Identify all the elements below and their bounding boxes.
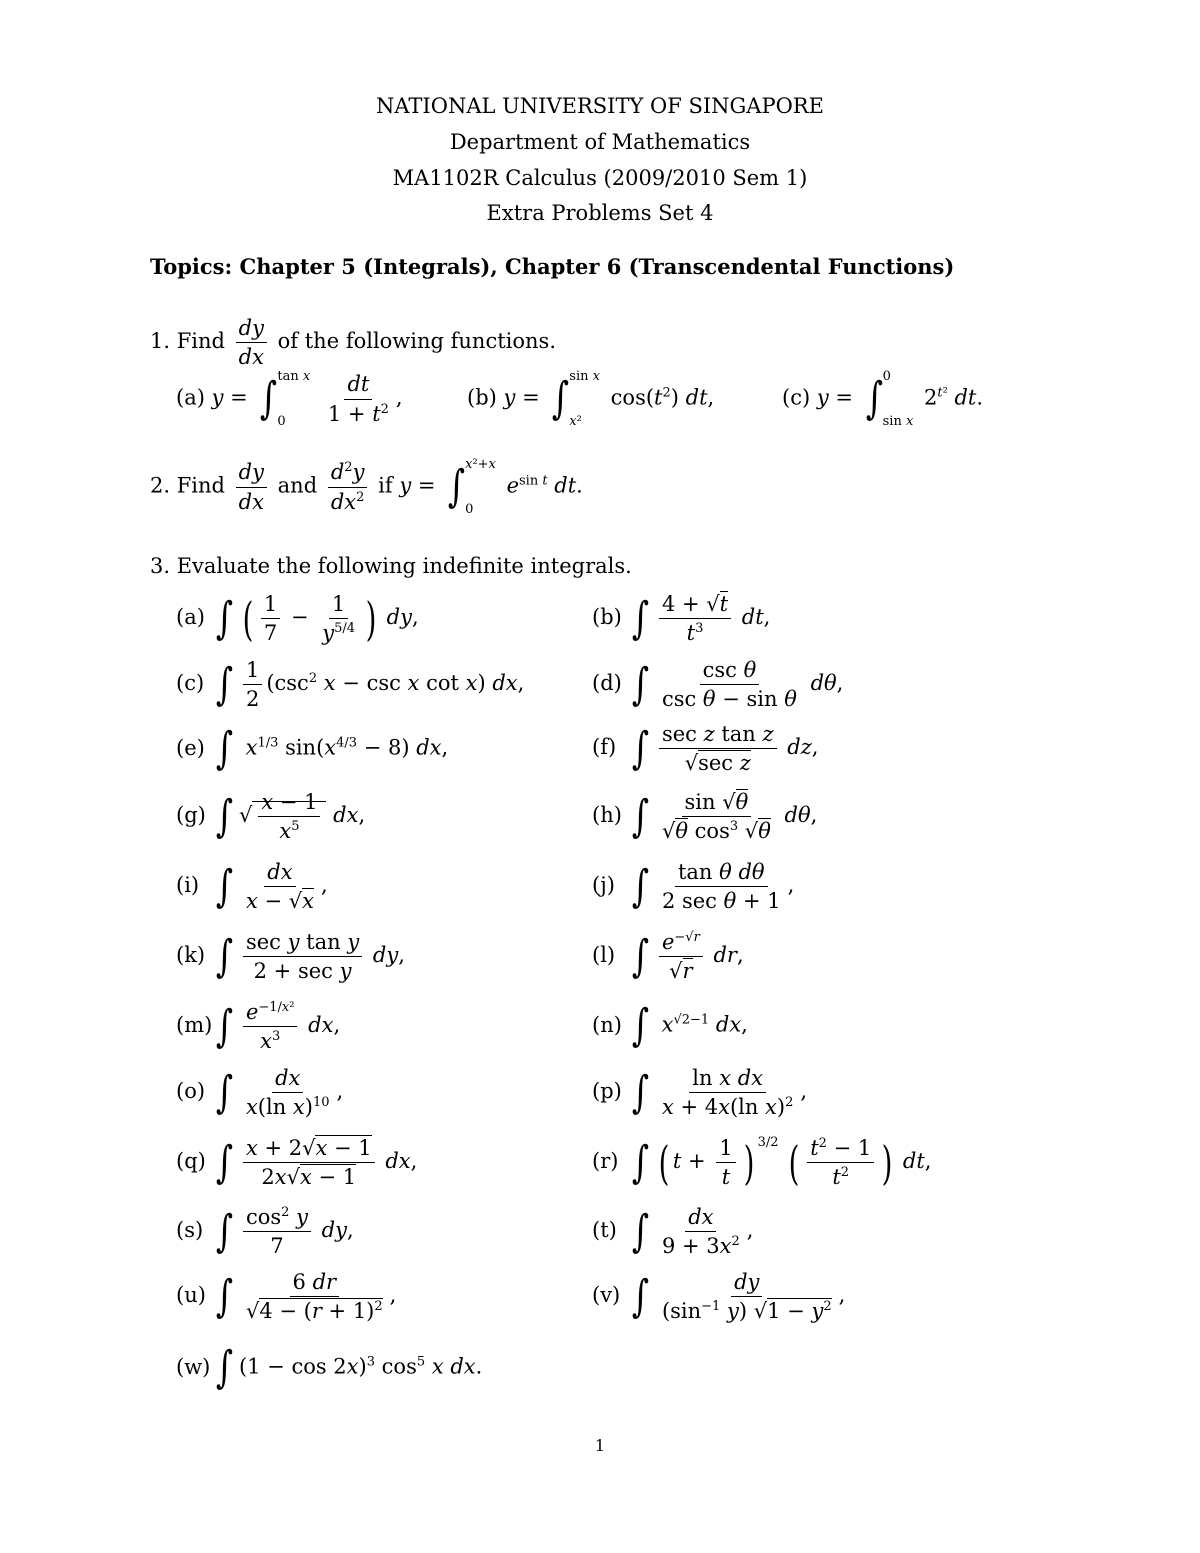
university-name: NATIONAL UNIVERSITY OF SINGAPORE <box>376 94 824 118</box>
question-3o: (o) ∫ $\frac{dx}{x(\ln x)^{10}}$ , <box>176 1066 344 1120</box>
question-3h: (h) ∫ $\frac{\sin √\theta}{√\theta \cos^3 √\theta}$ dθ, <box>592 790 818 844</box>
q1-number: 1. Find <box>150 329 225 354</box>
question-3i: (i) ∫ $\frac{dx}{x - √x}$ , <box>176 860 328 914</box>
question-3f: (f) ∫ $\frac{\text{sec z tan z}}{\text{√sec z}}$ dz, <box>592 722 819 776</box>
q2-number: 2. Find <box>150 473 225 498</box>
question-3a: (a) ∫ ( $\frac{1}{7}$ − $\frac{1}{y^{5/4}}$ ) dy, <box>176 591 419 646</box>
q3-label-q: (q) <box>176 1149 206 1174</box>
course-title: MA1102R Calculus (2009/2010 Sem 1) <box>392 166 808 190</box>
problem-set-title: Extra Problems Set 4 <box>486 201 714 225</box>
question-3c: (c) ∫ $\frac{1}{2}$ ($\csc^2$ x − csc x cot x) dx, <box>176 658 525 712</box>
q3-label-v: (v) <box>592 1283 621 1308</box>
q3-label-i: (i) <box>176 873 200 898</box>
question-3r: (r) ∫ ( t + $\frac{1}{t}$ ) $^{3/2}$ ( $\frac{t^2 - 1}{t^2}$ ) dt, <box>592 1135 932 1190</box>
question-1c: (c) y = ∫ 0 sin x $2^{t^2}$ dt. <box>782 369 984 429</box>
q3-label-j: (j) <box>592 873 615 898</box>
question-3s: (s) ∫ $\frac{\cos^2 y}{7}$ dy, <box>176 1205 354 1259</box>
q3-label-e: (e) <box>176 735 205 760</box>
question-3k: (k) ∫ $\frac{\text{sec y tan y}}{\text{2 + sec y}}$ dy, <box>176 930 405 984</box>
dy-dx-fraction: $\frac{dy}{dx}$ <box>236 316 267 369</box>
question-3l: (l) ∫ $\frac{e^{-√r}}{√r}$ dr, <box>592 930 744 984</box>
q3-label-a: (a) <box>176 605 205 630</box>
page-number: 1 <box>594 1436 606 1455</box>
q3-label-r: (r) <box>592 1149 619 1174</box>
question-3u: (u) ∫ $\frac{6 dr}{√4 - (r + 1)^2}$ , <box>176 1270 397 1324</box>
q2-if: if <box>378 473 393 498</box>
q3-label-s: (s) <box>176 1218 204 1243</box>
q3-label-o: (o) <box>176 1079 206 1104</box>
q3-label-f: (f) <box>592 735 617 760</box>
q3-label-n: (n) <box>592 1012 622 1037</box>
q3-label-t: (t) <box>592 1218 617 1243</box>
question-3-stem: 3. Evaluate the following indefinite integrals. <box>150 554 632 578</box>
q3-label-g: (g) <box>176 803 206 828</box>
q1-label-b: (b) <box>467 385 497 410</box>
question-3v: (v) ∫ $\frac{dy}{(\sin^{-1} y) √1 - y^2}$ , <box>592 1270 846 1324</box>
question-3e: (e) ∫ $x^{1/3}$ $\sin(x^{4/3} - 8)$ dx, <box>176 723 449 774</box>
topics-line: Topics: Chapter 5 (Integrals), Chapter 6 (Transcendental Functions) <box>150 254 955 279</box>
question-3w: (w) ∫ $(1 - \cos 2x)^3$ $\cos^5 x$ dx. <box>176 1342 483 1393</box>
question-3t: (t) ∫ $\frac{dx}{9 + 3x^2}$ , <box>592 1205 754 1259</box>
question-3b: (b) ∫ $\frac{4 + √t}{t^3}$ dt, <box>592 592 771 646</box>
q1-rest: of the following functions. <box>277 329 556 354</box>
q3-label-l: (l) <box>592 943 616 968</box>
q1-label-a: (a) <box>176 385 205 410</box>
question-1b: (b) y = ∫ sin x x² $\cos(t^2)$ dt, <box>467 369 715 429</box>
question-3g: (g) ∫ √ $\frac{x - 1}{x^5}$ dx, <box>176 790 366 844</box>
q2-and: and <box>277 473 318 498</box>
q3-label-w: (w) <box>176 1354 211 1379</box>
question-3j: (j) ∫ $\frac{\text{tan θ dθ}}{\text{2 sec θ + 1}}$ , <box>592 860 795 914</box>
q3-label-h: (h) <box>592 803 622 828</box>
question-2: 2. Find $\frac{dy}{dx}$ and $\frac{d^2y}{dx^2}$ if y = ∫ x²+x 0 $e^{sin t}$ dt. <box>150 457 583 517</box>
q3-label-u: (u) <box>176 1283 206 1308</box>
q3-label-c: (c) <box>176 671 205 696</box>
q3-label-k: (k) <box>176 943 206 968</box>
question-1a: (a) y = ∫ tan x 0 $\frac{dt}{1 + t^2}$ , <box>176 369 403 429</box>
q3-label-d: (d) <box>592 671 622 696</box>
q3-label-b: (b) <box>592 605 622 630</box>
q3-label-p: (p) <box>592 1079 622 1104</box>
question-3m: (m)∫ $\frac{e^{-1/x^2}}{x^3}$ dx, <box>176 1000 341 1054</box>
question-1-stem <box>150 316 556 369</box>
question-3p: (p) ∫ $\frac{\text{ln x dx}}{x + 4x(\ln x)^2}$ , <box>592 1066 808 1120</box>
q1-label-c: (c) <box>782 385 811 410</box>
question-3d: (d) ∫ $\frac{\text{csc θ}}{\text{csc θ − sin θ}}$ dθ, <box>592 658 844 712</box>
question-3n: (n) ∫ $x^{√2-1}$ dx, <box>592 1000 748 1051</box>
q3-label-m: (m) <box>176 1013 213 1038</box>
department-name: Department of Mathematics <box>449 130 751 154</box>
question-3q: (q) ∫ $\frac{x + 2√x - 1}{2x√x - 1}$ dx, <box>176 1136 418 1190</box>
